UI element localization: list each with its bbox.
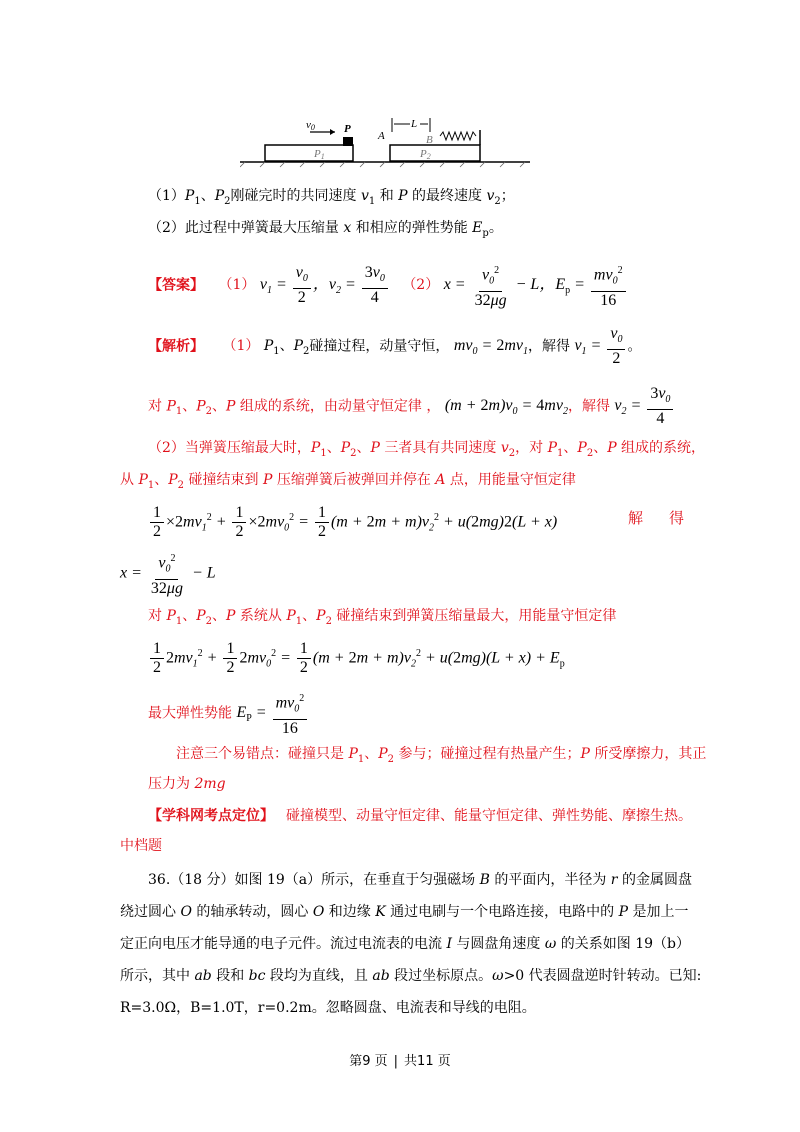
energy-equation-1: $\frac{1}{2}$ $\times 2mv_1^2$ + $\frac{1}{2}$ $\times 2mv_0^2$ = $\frac{1}{2}$ $(m + 2m + m)v_2^2 + u(2mg)2(L + x)$ xyxy=(148,498,557,549)
q36-line-2: 绕过圆心 O 的轴承转动，圆心 O 和边缘 K 通过电刷与一个电路连接，电路中的 P 是加上一 xyxy=(120,904,689,920)
knowledge-point: 【学科网考点定位】 碰撞模型、动量守恒定律、能量守恒定律、弹性势能、摩擦生热。 xyxy=(148,808,692,824)
answer-line: 【答案】 （1） $v_1$ = $\frac{v_0}{2}$ ，$v_2$ = $\frac{3v_0}{4}$ （2） x = $\frac{v_0^2}{32\mu g}$ − L，$E_p$ = $\frac{mv_0^2}{16}$ xyxy=(148,262,628,310)
arrowhead-v0 xyxy=(330,129,335,135)
max-elastic-energy: 最大弹性势能 $E_P$ = $\frac{mv_0^2}{16}$ xyxy=(148,690,309,740)
page-number: 第9 页 xyxy=(349,1054,388,1069)
analysis-line-2: 对 $P_1$、$P_2$、P 组成的系统，由动量守恒定律 ， $(m + 2m)v_0 = 4mv_2$，解得 $v_2$ = $\frac{3v_0}{4}$ xyxy=(148,385,675,430)
board-p2 xyxy=(390,145,480,161)
label-v0: v0 xyxy=(306,119,315,132)
label-a: A xyxy=(378,130,385,142)
total-pages: 共11 页 xyxy=(404,1054,451,1069)
q36-line-4: 所示，其中 ab 段和 bc 段均为直线，且 ab 段过坐标原点。ω>0 代表圆盘逆时针转动。已知: xyxy=(120,968,702,984)
label-l: L xyxy=(411,118,418,130)
page-footer: 第9 页 | 共11 页 xyxy=(349,1054,451,1069)
analysis-line-3: （2）当弹簧压缩最大时，$P_1$、$P_2$、P 三者具有共同速度 $v_2$，对 $P_1$、$P_2$、P 组成的系统， xyxy=(148,440,706,459)
question-2: （2）此过程中弹簧最大压缩量 x 和相应的弹性势能 $E_p$。 xyxy=(148,220,503,239)
question-1: $(1)P_1$、$P_2$刚碰完时的共同速度 $v_1$ 和 P 的最终速度 $v_2$； xyxy=(148,188,515,207)
spring xyxy=(440,132,476,140)
label-p1: P1 xyxy=(314,148,325,161)
q36-line-3: 定正向电压才能导通的电子元件。流过电流表的电流 I 与圆盘角速度 ω 的关系如图 19（b） xyxy=(120,936,690,952)
note-line-1: 注意三个易错点：碰撞只是 $P_1$、$P_2$ 参与；碰撞过程有热量产生；P 所受摩擦力，其正 xyxy=(176,746,707,765)
block-p xyxy=(343,137,353,146)
analysis-line-4: 从 $P_1$、$P_2$ 碰撞结束到 P 压缩弹簧后被弹回并停在 A 点，用能量守恒定律 xyxy=(120,472,576,491)
result-x: x = $\frac{v_0^2}{32\mu g}$ − L xyxy=(120,550,216,598)
analysis-line-1: 【解析】 （1） $P_1$、$P_2$碰撞过程，动量守恒， $mv_0 = 2mv_1$，解得 $v_1$ = $\frac{v_0}{2}$ 。 xyxy=(148,325,642,368)
solve-label: 解 得 xyxy=(628,509,685,527)
analysis-line-6: 对 $P_1$、$P_2$、P 系统从 $P_1$、$P_2$ 碰撞结束到弹簧压缩量最大，用能量守恒定律 xyxy=(148,608,617,627)
difficulty-level: 中档题 xyxy=(120,838,162,854)
note-line-2: 压力为 2mg xyxy=(148,776,226,792)
board-p1 xyxy=(265,145,353,161)
label-p: P xyxy=(344,123,351,135)
q36-line-1: 36.（18 分）如图 19（a）所示，在垂直于匀强磁场 B 的平面内，半径为 r 的金属圆盘 xyxy=(148,872,692,888)
collision-diagram xyxy=(240,112,540,172)
label-b: B xyxy=(426,134,433,146)
label-p2: P2 xyxy=(420,148,431,161)
q36-line-5: R=3.0Ω，B=1.0T，r=0.2m。忽略圆盘、电流表和导线的电阻。 xyxy=(120,1000,536,1016)
energy-equation-2: $\frac{1}{2}$ $2mv_1^2$ + $\frac{1}{2}$ $2mv_0^2$ = $\frac{1}{2}$ $(m + 2m + m)v_2^2 + u(2mg)(L + x) + E_p$ xyxy=(148,634,565,685)
